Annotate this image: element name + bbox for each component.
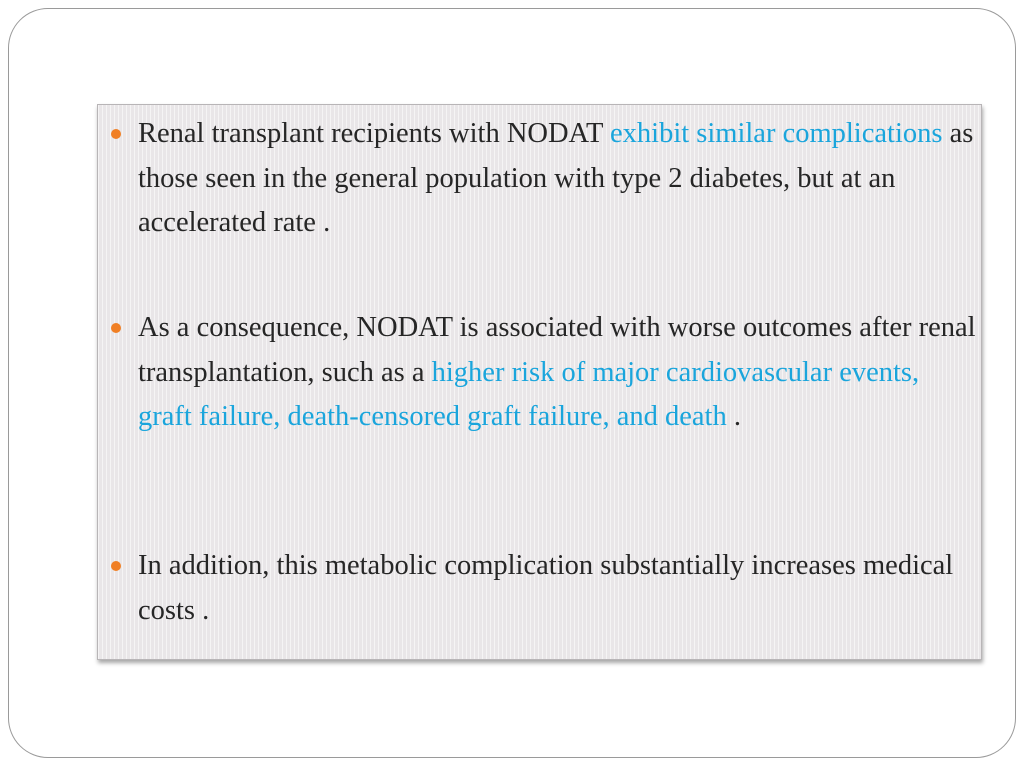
bullet-text [138,544,978,633]
bullet-dot-icon [111,323,121,333]
bullet-text-part: . [726,401,741,432]
bullet-text-part: In addition, this metabolic complication substantially increases medical costs . [138,550,954,626]
bullet-text-part: As a consequence, NODAT is associated with worse outcomes after renal transplantation, such as a [138,312,976,388]
bullet-text-part: Renal transplant recipients with NODAT [138,118,611,149]
bullet-text-part: as those seen in the general population with type 2 diabetes, but at an accelerated rate . [138,118,974,238]
bullet-dot-icon [111,129,121,139]
bullet-dot-icon [111,561,121,571]
bullet-text [138,112,978,246]
bullet-text-highlight: exhibit similar complications [610,118,943,149]
slide-frame [8,8,1016,758]
bullet-text-highlight: higher risk of major cardiovascular events, graft failure, death-censored graft failure, and death [138,356,920,432]
content-box [97,104,982,660]
bullet-text [138,306,978,440]
